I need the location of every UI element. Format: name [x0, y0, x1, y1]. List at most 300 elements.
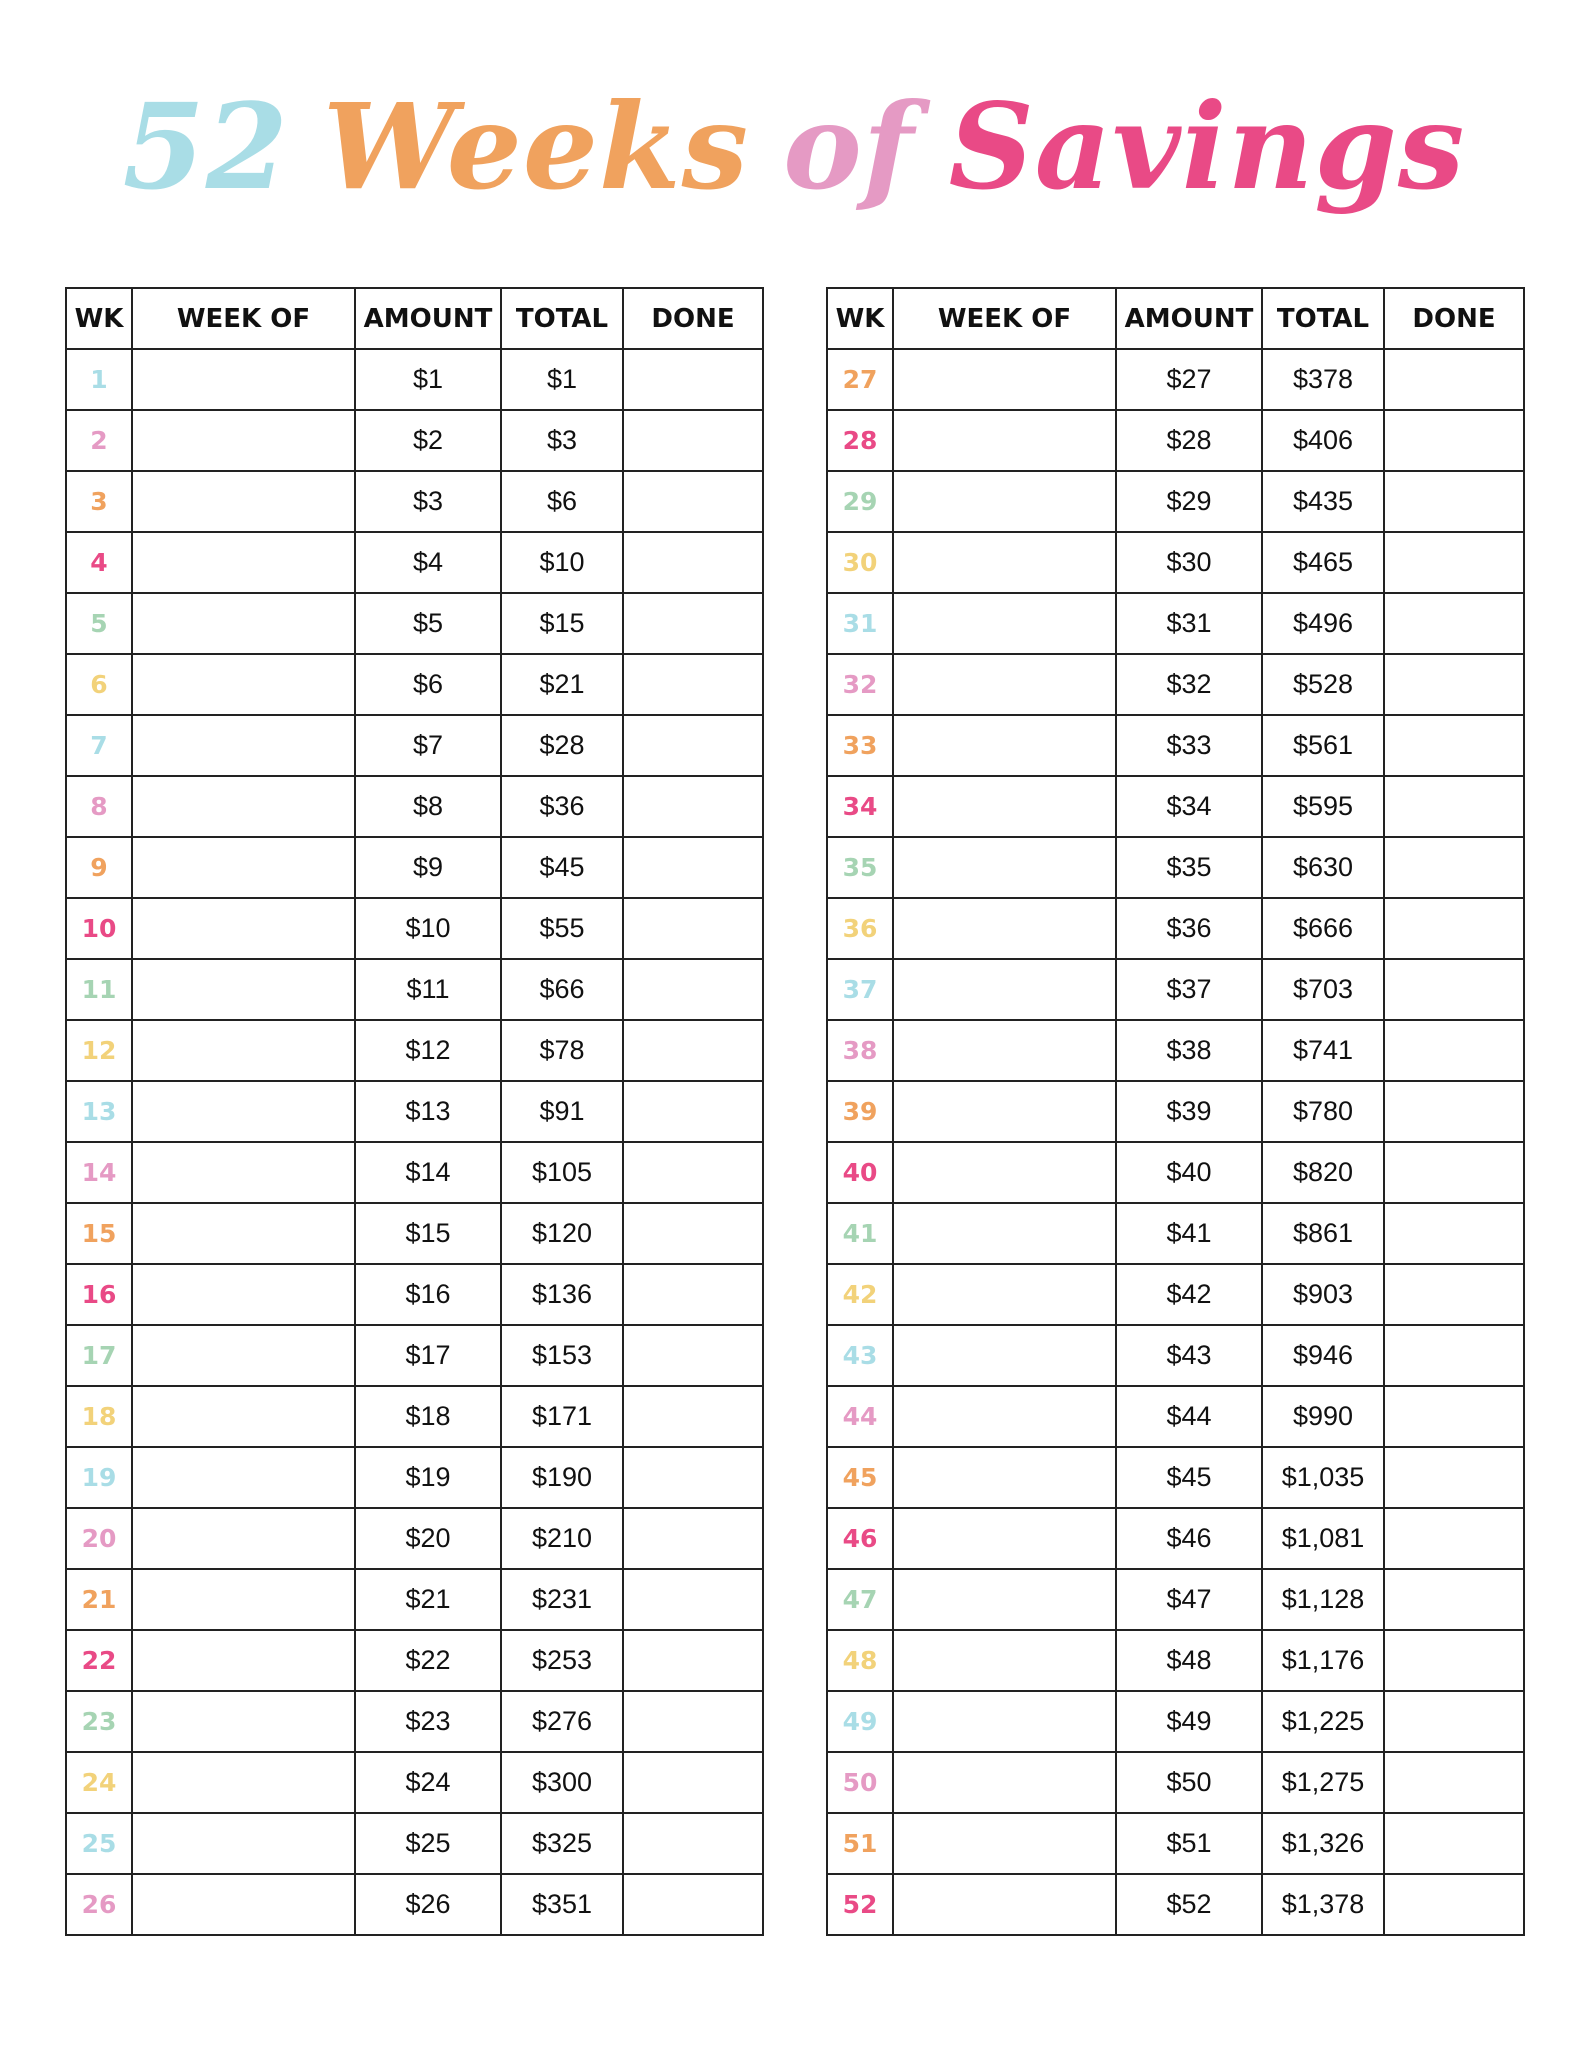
amount-cell: $47 — [1116, 1569, 1262, 1630]
done-cell[interactable] — [1384, 471, 1524, 532]
week-of-cell[interactable] — [132, 1508, 355, 1569]
total-cell: $496 — [1262, 593, 1384, 654]
week-of-cell[interactable] — [132, 593, 355, 654]
done-cell[interactable] — [1384, 898, 1524, 959]
done-cell[interactable] — [1384, 654, 1524, 715]
table-row — [66, 1264, 763, 1325]
total-cell: $15 — [501, 593, 623, 654]
total-cell: $820 — [1262, 1142, 1384, 1203]
week-of-cell[interactable] — [132, 837, 355, 898]
week-of-cell[interactable] — [132, 1081, 355, 1142]
amount-cell: $48 — [1116, 1630, 1262, 1691]
week-number-cell: 29 — [827, 471, 893, 532]
table-row — [66, 1813, 763, 1874]
done-cell[interactable] — [1384, 349, 1524, 410]
table-row — [66, 1752, 763, 1813]
amount-cell: $27 — [1116, 349, 1262, 410]
total-cell: $3 — [501, 410, 623, 471]
week-number-cell: 32 — [827, 654, 893, 715]
amount-cell: $32 — [1116, 654, 1262, 715]
table-row — [66, 654, 763, 715]
done-cell[interactable] — [1384, 593, 1524, 654]
week-of-cell[interactable] — [132, 1264, 355, 1325]
week-number-cell: 20 — [66, 1508, 132, 1569]
week-number-cell: 7 — [66, 715, 132, 776]
week-of-cell[interactable] — [132, 1447, 355, 1508]
amount-cell: $39 — [1116, 1081, 1262, 1142]
total-cell: $91 — [501, 1081, 623, 1142]
week-number-cell: 51 — [827, 1813, 893, 1874]
done-cell[interactable] — [1384, 1508, 1524, 1569]
table-row — [827, 532, 1524, 593]
week-of-cell[interactable] — [132, 1386, 355, 1447]
amount-cell: $5 — [355, 593, 501, 654]
done-cell[interactable] — [1384, 1569, 1524, 1630]
total-cell: $1,378 — [1262, 1874, 1384, 1935]
amount-cell: $28 — [1116, 410, 1262, 471]
done-cell[interactable] — [623, 471, 763, 532]
done-cell[interactable] — [1384, 837, 1524, 898]
total-cell: $1,081 — [1262, 1508, 1384, 1569]
week-of-cell[interactable] — [132, 1752, 355, 1813]
amount-cell: $50 — [1116, 1752, 1262, 1813]
week-of-cell[interactable] — [132, 532, 355, 593]
done-cell[interactable] — [623, 898, 763, 959]
week-number-cell: 13 — [66, 1081, 132, 1142]
total-cell: $990 — [1262, 1386, 1384, 1447]
done-cell[interactable] — [623, 1752, 763, 1813]
week-number-cell: 21 — [66, 1569, 132, 1630]
week-of-cell[interactable] — [132, 1020, 355, 1081]
week-of-cell[interactable] — [893, 1569, 1116, 1630]
amount-cell: $34 — [1116, 776, 1262, 837]
amount-cell: $2 — [355, 410, 501, 471]
total-cell: $1 — [501, 349, 623, 410]
done-cell[interactable] — [1384, 1203, 1524, 1264]
total-cell: $276 — [501, 1691, 623, 1752]
total-cell: $666 — [1262, 898, 1384, 959]
week-number-cell: 11 — [66, 959, 132, 1020]
week-number-cell: 22 — [66, 1630, 132, 1691]
week-number-cell: 15 — [66, 1203, 132, 1264]
header-total: TOTAL — [501, 288, 623, 349]
title-part-weeks: Weeks — [322, 77, 750, 216]
table-row — [66, 715, 763, 776]
table-row — [827, 1325, 1524, 1386]
table-row — [66, 1020, 763, 1081]
week-number-cell: 39 — [827, 1081, 893, 1142]
week-number-cell: 3 — [66, 471, 132, 532]
done-cell[interactable] — [623, 593, 763, 654]
week-number-cell: 12 — [66, 1020, 132, 1081]
done-cell[interactable] — [623, 1081, 763, 1142]
amount-cell: $18 — [355, 1386, 501, 1447]
week-number-cell: 14 — [66, 1142, 132, 1203]
week-of-cell[interactable] — [893, 471, 1116, 532]
total-cell: $153 — [501, 1325, 623, 1386]
total-cell: $45 — [501, 837, 623, 898]
total-cell: $300 — [501, 1752, 623, 1813]
table-row — [66, 471, 763, 532]
amount-cell: $10 — [355, 898, 501, 959]
total-cell: $946 — [1262, 1325, 1384, 1386]
week-of-cell[interactable] — [893, 837, 1116, 898]
total-cell: $210 — [501, 1508, 623, 1569]
amount-cell: $30 — [1116, 532, 1262, 593]
header-wk: WK — [66, 288, 132, 349]
table-row — [827, 349, 1524, 410]
done-cell[interactable] — [1384, 1630, 1524, 1691]
done-cell[interactable] — [1384, 1691, 1524, 1752]
week-of-cell[interactable] — [893, 1142, 1116, 1203]
amount-cell: $49 — [1116, 1691, 1262, 1752]
amount-cell: $36 — [1116, 898, 1262, 959]
week-number-cell: 34 — [827, 776, 893, 837]
amount-cell: $3 — [355, 471, 501, 532]
table-row — [66, 837, 763, 898]
week-of-cell[interactable] — [132, 959, 355, 1020]
amount-cell: $46 — [1116, 1508, 1262, 1569]
done-cell[interactable] — [623, 1386, 763, 1447]
week-of-cell[interactable] — [893, 1325, 1116, 1386]
amount-cell: $19 — [355, 1447, 501, 1508]
table-row — [827, 1203, 1524, 1264]
week-number-cell: 23 — [66, 1691, 132, 1752]
total-cell: $10 — [501, 532, 623, 593]
week-of-cell[interactable] — [893, 1386, 1116, 1447]
table-row — [827, 1569, 1524, 1630]
done-cell[interactable] — [1384, 1325, 1524, 1386]
amount-cell: $4 — [355, 532, 501, 593]
amount-cell: $24 — [355, 1752, 501, 1813]
week-number-cell: 16 — [66, 1264, 132, 1325]
done-cell[interactable] — [623, 654, 763, 715]
table-row — [66, 1081, 763, 1142]
table-row — [827, 1691, 1524, 1752]
table-row — [827, 1508, 1524, 1569]
total-cell: $28 — [501, 715, 623, 776]
done-cell[interactable] — [623, 1508, 763, 1569]
week-number-cell: 43 — [827, 1325, 893, 1386]
week-number-cell: 33 — [827, 715, 893, 776]
done-cell[interactable] — [623, 1020, 763, 1081]
week-of-cell[interactable] — [132, 1813, 355, 1874]
table-row — [827, 898, 1524, 959]
week-of-cell[interactable] — [132, 898, 355, 959]
amount-cell: $22 — [355, 1630, 501, 1691]
amount-cell: $20 — [355, 1508, 501, 1569]
table-row — [827, 1081, 1524, 1142]
week-of-cell[interactable] — [132, 1691, 355, 1752]
week-of-cell[interactable] — [132, 715, 355, 776]
week-of-cell[interactable] — [132, 1630, 355, 1691]
table-row — [827, 1752, 1524, 1813]
title-part-number: 52 — [122, 77, 289, 216]
total-cell: $1,035 — [1262, 1447, 1384, 1508]
week-of-cell[interactable] — [132, 1874, 355, 1935]
week-of-cell[interactable] — [893, 1752, 1116, 1813]
total-cell: $528 — [1262, 654, 1384, 715]
week-number-cell: 17 — [66, 1325, 132, 1386]
week-of-cell[interactable] — [893, 654, 1116, 715]
week-of-cell[interactable] — [893, 1203, 1116, 1264]
week-of-cell[interactable] — [132, 1203, 355, 1264]
done-cell[interactable] — [1384, 1142, 1524, 1203]
done-cell[interactable] — [623, 349, 763, 410]
table-row — [66, 776, 763, 837]
total-cell: $741 — [1262, 1020, 1384, 1081]
week-of-cell[interactable] — [132, 776, 355, 837]
done-cell[interactable] — [623, 715, 763, 776]
week-number-cell: 1 — [66, 349, 132, 410]
header-wk: WK — [827, 288, 893, 349]
week-of-cell[interactable] — [893, 898, 1116, 959]
table-row — [66, 1447, 763, 1508]
done-cell[interactable] — [1384, 1447, 1524, 1508]
table-row — [66, 1691, 763, 1752]
week-number-cell: 48 — [827, 1630, 893, 1691]
amount-cell: $31 — [1116, 593, 1262, 654]
week-number-cell: 31 — [827, 593, 893, 654]
week-of-cell[interactable] — [132, 654, 355, 715]
total-cell: $903 — [1262, 1264, 1384, 1325]
total-cell: $1,225 — [1262, 1691, 1384, 1752]
header-total: TOTAL — [1262, 288, 1384, 349]
week-of-cell[interactable] — [132, 1325, 355, 1386]
amount-cell: $21 — [355, 1569, 501, 1630]
amount-cell: $51 — [1116, 1813, 1262, 1874]
week-of-cell[interactable] — [893, 532, 1116, 593]
amount-cell: $12 — [355, 1020, 501, 1081]
amount-cell: $6 — [355, 654, 501, 715]
done-cell[interactable] — [1384, 959, 1524, 1020]
amount-cell: $45 — [1116, 1447, 1262, 1508]
week-of-cell[interactable] — [132, 349, 355, 410]
total-cell: $630 — [1262, 837, 1384, 898]
done-cell[interactable] — [623, 837, 763, 898]
header-week-of: WEEK OF — [132, 288, 355, 349]
table-row — [827, 593, 1524, 654]
table-row — [827, 1386, 1524, 1447]
amount-cell: $29 — [1116, 471, 1262, 532]
week-of-cell[interactable] — [893, 1508, 1116, 1569]
total-cell: $6 — [501, 471, 623, 532]
total-cell: $1,326 — [1262, 1813, 1384, 1874]
total-cell: $1,275 — [1262, 1752, 1384, 1813]
week-number-cell: 10 — [66, 898, 132, 959]
week-number-cell: 6 — [66, 654, 132, 715]
total-cell: $561 — [1262, 715, 1384, 776]
week-number-cell: 19 — [66, 1447, 132, 1508]
week-number-cell: 28 — [827, 410, 893, 471]
amount-cell: $17 — [355, 1325, 501, 1386]
total-cell: $21 — [501, 654, 623, 715]
total-cell: $465 — [1262, 532, 1384, 593]
header-amount: AMOUNT — [355, 288, 501, 349]
done-cell[interactable] — [1384, 1264, 1524, 1325]
total-cell: $190 — [501, 1447, 623, 1508]
week-of-cell[interactable] — [893, 593, 1116, 654]
total-cell: $36 — [501, 776, 623, 837]
week-of-cell[interactable] — [893, 349, 1116, 410]
week-of-cell[interactable] — [893, 410, 1116, 471]
week-of-cell[interactable] — [893, 1630, 1116, 1691]
week-number-cell: 40 — [827, 1142, 893, 1203]
amount-cell: $40 — [1116, 1142, 1262, 1203]
total-cell: $435 — [1262, 471, 1384, 532]
week-number-cell: 26 — [66, 1874, 132, 1935]
table-row — [827, 959, 1524, 1020]
amount-cell: $42 — [1116, 1264, 1262, 1325]
done-cell[interactable] — [623, 1142, 763, 1203]
week-of-cell[interactable] — [893, 959, 1116, 1020]
amount-cell: $43 — [1116, 1325, 1262, 1386]
done-cell[interactable] — [623, 1569, 763, 1630]
week-number-cell: 38 — [827, 1020, 893, 1081]
table-row — [66, 410, 763, 471]
week-number-cell: 36 — [827, 898, 893, 959]
done-cell[interactable] — [623, 959, 763, 1020]
done-cell[interactable] — [623, 410, 763, 471]
amount-cell: $26 — [355, 1874, 501, 1935]
week-of-cell[interactable] — [132, 471, 355, 532]
total-cell: $253 — [501, 1630, 623, 1691]
done-cell[interactable] — [623, 1325, 763, 1386]
savings-table-weeks-1-26 — [65, 287, 764, 1936]
done-cell[interactable] — [1384, 1081, 1524, 1142]
total-cell: $66 — [501, 959, 623, 1020]
week-of-cell[interactable] — [132, 1142, 355, 1203]
total-cell: $780 — [1262, 1081, 1384, 1142]
week-number-cell: 30 — [827, 532, 893, 593]
done-cell[interactable] — [623, 532, 763, 593]
amount-cell: $16 — [355, 1264, 501, 1325]
total-cell: $231 — [501, 1569, 623, 1630]
done-cell[interactable] — [1384, 1020, 1524, 1081]
week-number-cell: 5 — [66, 593, 132, 654]
week-of-cell[interactable] — [893, 1691, 1116, 1752]
header-week-of: WEEK OF — [893, 288, 1116, 349]
done-cell[interactable] — [1384, 1386, 1524, 1447]
week-number-cell: 27 — [827, 349, 893, 410]
total-cell: $703 — [1262, 959, 1384, 1020]
done-cell[interactable] — [623, 1691, 763, 1752]
table-row — [827, 471, 1524, 532]
table-row — [66, 959, 763, 1020]
week-number-cell: 37 — [827, 959, 893, 1020]
amount-cell: $15 — [355, 1203, 501, 1264]
done-cell[interactable] — [623, 1874, 763, 1935]
week-of-cell[interactable] — [132, 1569, 355, 1630]
table-row — [66, 1325, 763, 1386]
done-cell[interactable] — [623, 1264, 763, 1325]
week-number-cell: 50 — [827, 1752, 893, 1813]
total-cell: $1,176 — [1262, 1630, 1384, 1691]
table-row — [66, 532, 763, 593]
done-cell[interactable] — [1384, 532, 1524, 593]
total-cell: $1,128 — [1262, 1569, 1384, 1630]
week-number-cell: 18 — [66, 1386, 132, 1447]
done-cell[interactable] — [623, 1203, 763, 1264]
done-cell[interactable] — [1384, 410, 1524, 471]
amount-cell: $9 — [355, 837, 501, 898]
table-row — [827, 1447, 1524, 1508]
week-number-cell: 9 — [66, 837, 132, 898]
week-number-cell: 8 — [66, 776, 132, 837]
week-number-cell: 49 — [827, 1691, 893, 1752]
title-part-of: of — [783, 77, 915, 216]
table-row — [66, 1874, 763, 1935]
week-of-cell[interactable] — [893, 715, 1116, 776]
total-cell: $351 — [501, 1874, 623, 1935]
amount-cell: $13 — [355, 1081, 501, 1142]
done-cell[interactable] — [1384, 1874, 1524, 1935]
total-cell: $861 — [1262, 1203, 1384, 1264]
done-cell[interactable] — [1384, 776, 1524, 837]
table-row — [827, 1264, 1524, 1325]
total-cell: $171 — [501, 1386, 623, 1447]
week-of-cell[interactable] — [893, 1813, 1116, 1874]
table-row — [827, 1813, 1524, 1874]
week-of-cell[interactable] — [893, 1020, 1116, 1081]
table-header-row — [827, 288, 1524, 349]
done-cell[interactable] — [1384, 1813, 1524, 1874]
week-number-cell: 24 — [66, 1752, 132, 1813]
week-number-cell: 46 — [827, 1508, 893, 1569]
week-number-cell: 44 — [827, 1386, 893, 1447]
amount-cell: $33 — [1116, 715, 1262, 776]
amount-cell: $11 — [355, 959, 501, 1020]
week-number-cell: 41 — [827, 1203, 893, 1264]
done-cell[interactable] — [1384, 1752, 1524, 1813]
total-cell: $406 — [1262, 410, 1384, 471]
week-number-cell: 4 — [66, 532, 132, 593]
amount-cell: $35 — [1116, 837, 1262, 898]
week-number-cell: 47 — [827, 1569, 893, 1630]
amount-cell: $8 — [355, 776, 501, 837]
done-cell[interactable] — [623, 1447, 763, 1508]
week-of-cell[interactable] — [893, 1081, 1116, 1142]
week-of-cell[interactable] — [893, 1447, 1116, 1508]
done-cell[interactable] — [623, 776, 763, 837]
total-cell: $78 — [501, 1020, 623, 1081]
total-cell: $595 — [1262, 776, 1384, 837]
week-of-cell[interactable] — [893, 1874, 1116, 1935]
done-cell[interactable] — [1384, 715, 1524, 776]
done-cell[interactable] — [623, 1630, 763, 1691]
week-of-cell[interactable] — [132, 410, 355, 471]
header-done: DONE — [1384, 288, 1524, 349]
amount-cell: $7 — [355, 715, 501, 776]
page-title — [0, 62, 1588, 232]
amount-cell: $1 — [355, 349, 501, 410]
total-cell: $120 — [501, 1203, 623, 1264]
table-row — [66, 593, 763, 654]
week-number-cell: 2 — [66, 410, 132, 471]
week-of-cell[interactable] — [893, 1264, 1116, 1325]
table-row — [827, 715, 1524, 776]
amount-cell: $44 — [1116, 1386, 1262, 1447]
done-cell[interactable] — [623, 1813, 763, 1874]
week-of-cell[interactable] — [893, 776, 1116, 837]
total-cell: $105 — [501, 1142, 623, 1203]
table-header-row — [66, 288, 763, 349]
amount-cell: $23 — [355, 1691, 501, 1752]
table-row — [66, 1386, 763, 1447]
total-cell: $378 — [1262, 349, 1384, 410]
table-row — [827, 1630, 1524, 1691]
week-number-cell: 42 — [827, 1264, 893, 1325]
